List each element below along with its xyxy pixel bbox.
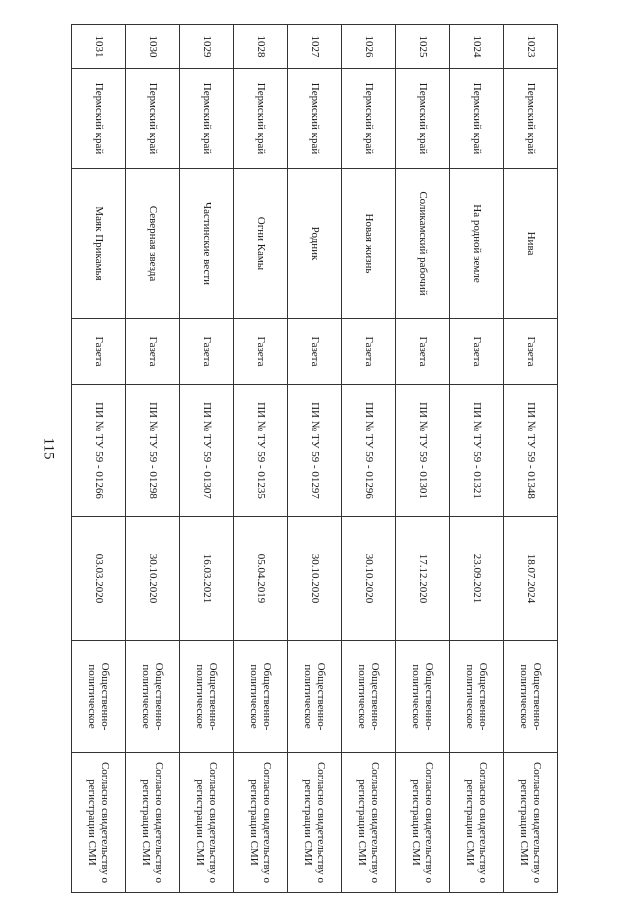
row-number: 1028 (234, 25, 288, 69)
media-name-cell: Соликамский рабочий (396, 169, 450, 319)
media-name-cell: Северная звезда (126, 169, 180, 319)
row-number: 1031 (72, 25, 126, 69)
table-row (288, 25, 342, 893)
region-cell: Пермский край (126, 69, 180, 169)
media-name-cell: Новая жизнь (342, 169, 396, 319)
basis-cell: Согласно свидетельству о регистрации СМИ (234, 753, 288, 893)
media-type-cell: Газета (72, 319, 126, 385)
basis-cell: Согласно свидетельству о регистрации СМИ (72, 753, 126, 893)
row-number: 1023 (504, 25, 558, 69)
basis-cell: Согласно свидетельству о регистрации СМИ (504, 753, 558, 893)
registration-date-cell: 18.07.2024 (504, 517, 558, 641)
registration-date-cell: 03.03.2020 (72, 517, 126, 641)
region-cell: Пермский край (72, 69, 126, 169)
region-cell: Пермский край (288, 69, 342, 169)
registration-date-cell: 05.04.2019 (234, 517, 288, 641)
media-name-cell: Нива (504, 169, 558, 319)
row-number: 1030 (126, 25, 180, 69)
registration-date-cell: 30.10.2020 (288, 517, 342, 641)
registration-date-cell: 23.09.2021 (450, 517, 504, 641)
region-cell: Пермский край (396, 69, 450, 169)
media-type-cell: Газета (396, 319, 450, 385)
basis-cell: Согласно свидетельству о регистрации СМИ (126, 753, 180, 893)
region-cell: Пермский край (450, 69, 504, 169)
media-type-cell: Газета (180, 319, 234, 385)
registration-number-cell: ПИ № ТУ 59 - 01298 (126, 385, 180, 517)
region-cell: Пермский край (180, 69, 234, 169)
registration-date-cell: 30.10.2020 (126, 517, 180, 641)
basis-cell: Согласно свидетельству о регистрации СМИ (180, 753, 234, 893)
registration-number-cell: ПИ № ТУ 59 - 01235 (234, 385, 288, 517)
registration-number-cell: ПИ № ТУ 59 - 01321 (450, 385, 504, 517)
media-name-cell: Родник (288, 169, 342, 319)
registration-date-cell: 30.10.2020 (342, 517, 396, 641)
table-row (180, 25, 234, 893)
table-wrapper (72, 24, 558, 892)
registration-number-cell: ПИ № ТУ 59 - 01348 (504, 385, 558, 517)
registration-date-cell: 17.12.2020 (396, 517, 450, 641)
basis-cell: Согласно свидетельству о регистрации СМИ (342, 753, 396, 893)
media-registry-table (71, 24, 558, 893)
row-number: 1026 (342, 25, 396, 69)
media-name-cell: Частинские вести (180, 169, 234, 319)
page-number: 115 (40, 437, 57, 460)
media-type-cell: Газета (342, 319, 396, 385)
region-cell: Пермский край (342, 69, 396, 169)
basis-cell: Согласно свидетельству о регистрации СМИ (450, 753, 504, 893)
media-name-cell: Огни Камы (234, 169, 288, 319)
category-cell: Общественно-политическое (126, 641, 180, 753)
region-cell: Пермский край (234, 69, 288, 169)
media-type-cell: Газета (450, 319, 504, 385)
region-cell: Пермский край (504, 69, 558, 169)
category-cell: Общественно-политическое (396, 641, 450, 753)
media-name-cell: Маяк Прикамья (72, 169, 126, 319)
media-name-cell: На родной земле (450, 169, 504, 319)
category-cell: Общественно-политическое (180, 641, 234, 753)
rotated-table-frame (72, 24, 558, 892)
table-row (504, 25, 558, 893)
table-row (450, 25, 504, 893)
media-type-cell: Газета (126, 319, 180, 385)
media-type-cell: Газета (234, 319, 288, 385)
registration-number-cell: ПИ № ТУ 59 - 01301 (396, 385, 450, 517)
basis-cell: Согласно свидетельству о регистрации СМИ (288, 753, 342, 893)
category-cell: Общественно-политическое (450, 641, 504, 753)
row-number: 1025 (396, 25, 450, 69)
basis-cell: Согласно свидетельству о регистрации СМИ (396, 753, 450, 893)
category-cell: Общественно-политическое (342, 641, 396, 753)
registration-date-cell: 16.03.2021 (180, 517, 234, 641)
table-row (126, 25, 180, 893)
category-cell: Общественно-политическое (504, 641, 558, 753)
table-row (342, 25, 396, 893)
row-number: 1024 (450, 25, 504, 69)
category-cell: Общественно-политическое (234, 641, 288, 753)
media-type-cell: Газета (288, 319, 342, 385)
registration-number-cell: ПИ № ТУ 59 - 01266 (72, 385, 126, 517)
registration-number-cell: ПИ № ТУ 59 - 01297 (288, 385, 342, 517)
media-type-cell: Газета (504, 319, 558, 385)
table-row (234, 25, 288, 893)
table-row (72, 25, 126, 893)
table-row (396, 25, 450, 893)
registration-number-cell: ПИ № ТУ 59 - 01307 (180, 385, 234, 517)
row-number: 1029 (180, 25, 234, 69)
category-cell: Общественно-политическое (72, 641, 126, 753)
row-number: 1027 (288, 25, 342, 69)
registration-number-cell: ПИ № ТУ 59 - 01296 (342, 385, 396, 517)
category-cell: Общественно-политическое (288, 641, 342, 753)
